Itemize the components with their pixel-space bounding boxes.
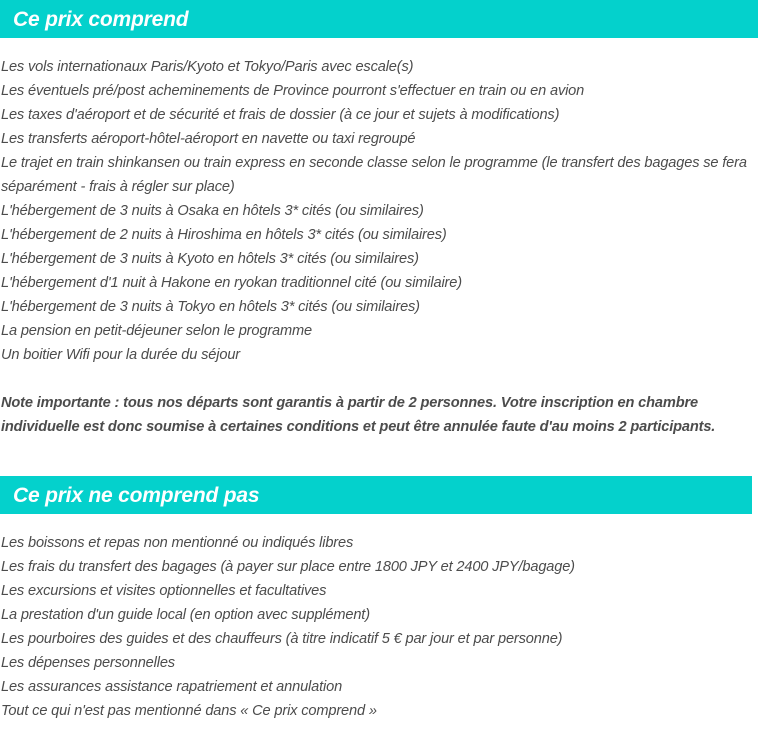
list-item: Les éventuels pré/post acheminements de Province pourront s'effectuer en train ou en avion	[1, 83, 585, 99]
list-item: Le trajet en train shinkansen ou train express en seconde classe selon le programme (le transfert des bagages se fera séparément - frais à régler sur place)	[1, 155, 747, 195]
section-header-included	[0, 0, 758, 38]
list-item: La pension en petit-déjeuner selon le programme	[1, 323, 312, 339]
excluded-items-list	[0, 531, 758, 723]
list-item: La prestation d'un guide local (en option avec supplément)	[1, 607, 370, 623]
list-item: Les taxes d'aéroport et de sécurité et frais de dossier (à ce jour et sujets à modifications)	[1, 107, 560, 123]
list-item: L'hébergement de 3 nuits à Osaka en hôtels 3* cités (ou similaires)	[1, 203, 424, 219]
included-items-list	[0, 55, 758, 367]
list-item: Un boitier Wifi pour la durée du séjour	[1, 347, 240, 363]
list-item: L'hébergement de 3 nuits à Kyoto en hôtels 3* cités (ou similaires)	[1, 251, 419, 267]
spacer	[0, 514, 758, 531]
list-item: Les boissons et repas non mentionné ou indiqués libres	[1, 535, 354, 551]
section-title-included: Ce prix comprend	[13, 7, 189, 31]
list-item: Les frais du transfert des bagages (à payer sur place entre 1800 JPY et 2400 JPY/bagage)	[1, 559, 575, 575]
list-item: Les vols internationaux Paris/Kyoto et Tokyo/Paris avec escale(s)	[1, 59, 414, 75]
section-header-excluded	[0, 476, 752, 514]
list-item: L'hébergement d'1 nuit à Hakone en ryokan traditionnel cité (ou similaire)	[1, 275, 462, 291]
important-note: Note importante : tous nos départs sont garantis à partir de 2 personnes. Votre inscription en chambre individuelle est donc soumise à certaines conditions et peut être annulée faute d'au moins 2 participants.	[1, 395, 716, 435]
spacer	[0, 38, 758, 55]
list-item: Les dépenses personnelles	[1, 655, 175, 671]
list-item: L'hébergement de 2 nuits à Hiroshima en hôtels 3* cités (ou similaires)	[1, 227, 447, 243]
list-item: Tout ce qui n'est pas mentionné dans « Ce prix comprend »	[1, 703, 377, 719]
list-item: Les pourboires des guides et des chauffeurs (à titre indicatif 5 € par jour et par personne)	[1, 631, 563, 647]
list-item: Les transferts aéroport-hôtel-aéroport en navette ou taxi regroupé	[1, 131, 416, 147]
section-title-excluded: Ce prix ne comprend pas	[13, 483, 260, 507]
list-item: Les excursions et visites optionnelles et facultatives	[1, 583, 327, 599]
list-item: Les assurances assistance rapatriement et annulation	[1, 679, 343, 695]
spacer	[0, 439, 758, 476]
spacer	[0, 367, 758, 391]
list-item: L'hébergement de 3 nuits à Tokyo en hôtels 3* cités (ou similaires)	[1, 299, 420, 315]
